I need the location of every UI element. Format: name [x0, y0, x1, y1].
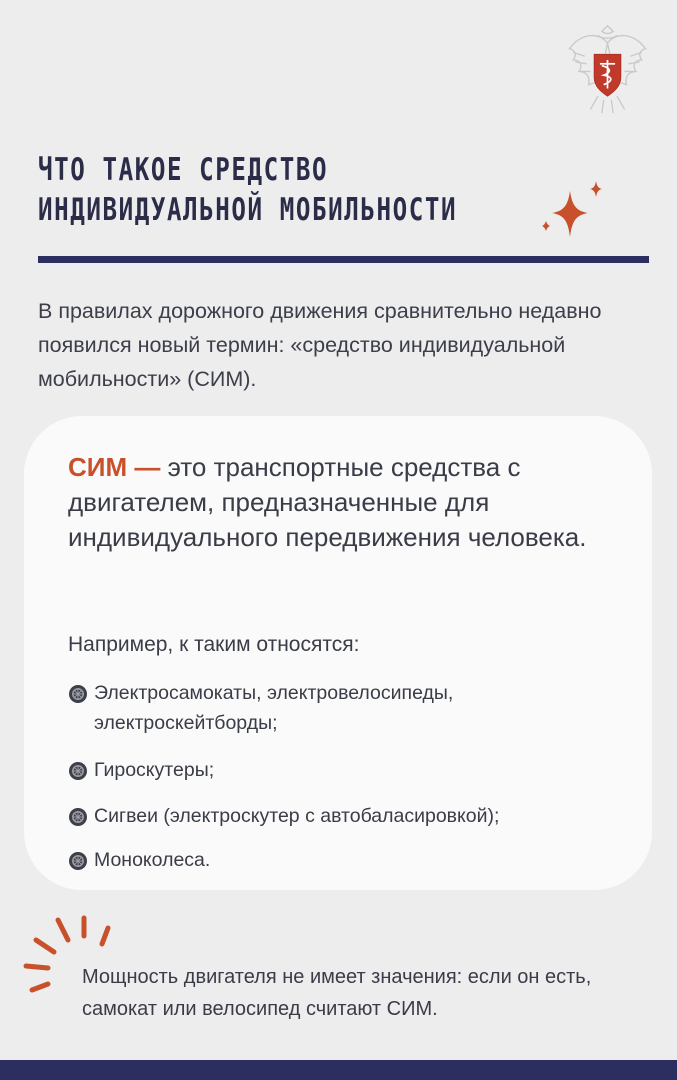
list-item-label: Электросамокаты, электровелосипеды, электроскейтборды; — [94, 682, 454, 734]
list-item — [68, 678, 628, 738]
list-item-label: Гироскутеры; — [94, 759, 215, 781]
bottom-bar — [0, 1060, 677, 1080]
wheel-icon — [68, 761, 88, 781]
wheel-icon — [68, 684, 88, 704]
list-item — [68, 801, 628, 831]
list-item — [68, 755, 628, 785]
wheel-icon — [68, 807, 88, 827]
definition-text — [68, 450, 628, 555]
definition-term: СИМ — — [68, 452, 161, 482]
note-text: Мощность двигателя не имеет значения: если он есть, самокат или велосипед считают СИМ. — [82, 966, 592, 1020]
title-line-1: ЧТО ТАКОЕ СРЕДСТВО — [38, 152, 329, 188]
intro-paragraph: В правилах дорожного движения сравнительно недавно появился новый термин: «средство индивидуальной мобильности» (СИМ). — [38, 299, 602, 391]
list-item — [68, 845, 628, 875]
examples-heading: Например, к таким относятся: — [68, 633, 360, 656]
ministry-emblem-icon — [560, 22, 655, 117]
examples-list — [68, 678, 628, 875]
title-line-2: ИНДИВИДУАЛЬНОЙ МОБИЛЬНОСТИ — [38, 192, 458, 228]
title-divider — [38, 256, 649, 263]
definition-card — [24, 416, 652, 890]
list-item-label: Сигвеи (электроскутер с автобаласировкой); — [94, 805, 500, 827]
definition-body: это транспортные средства с двигателем, предназначенные для индивидуального передвижения человека. — [68, 452, 587, 552]
sparkle-icon — [530, 175, 610, 245]
list-item-label: Моноколеса. — [94, 849, 211, 871]
page-title — [38, 150, 457, 230]
wheel-icon — [68, 851, 88, 871]
